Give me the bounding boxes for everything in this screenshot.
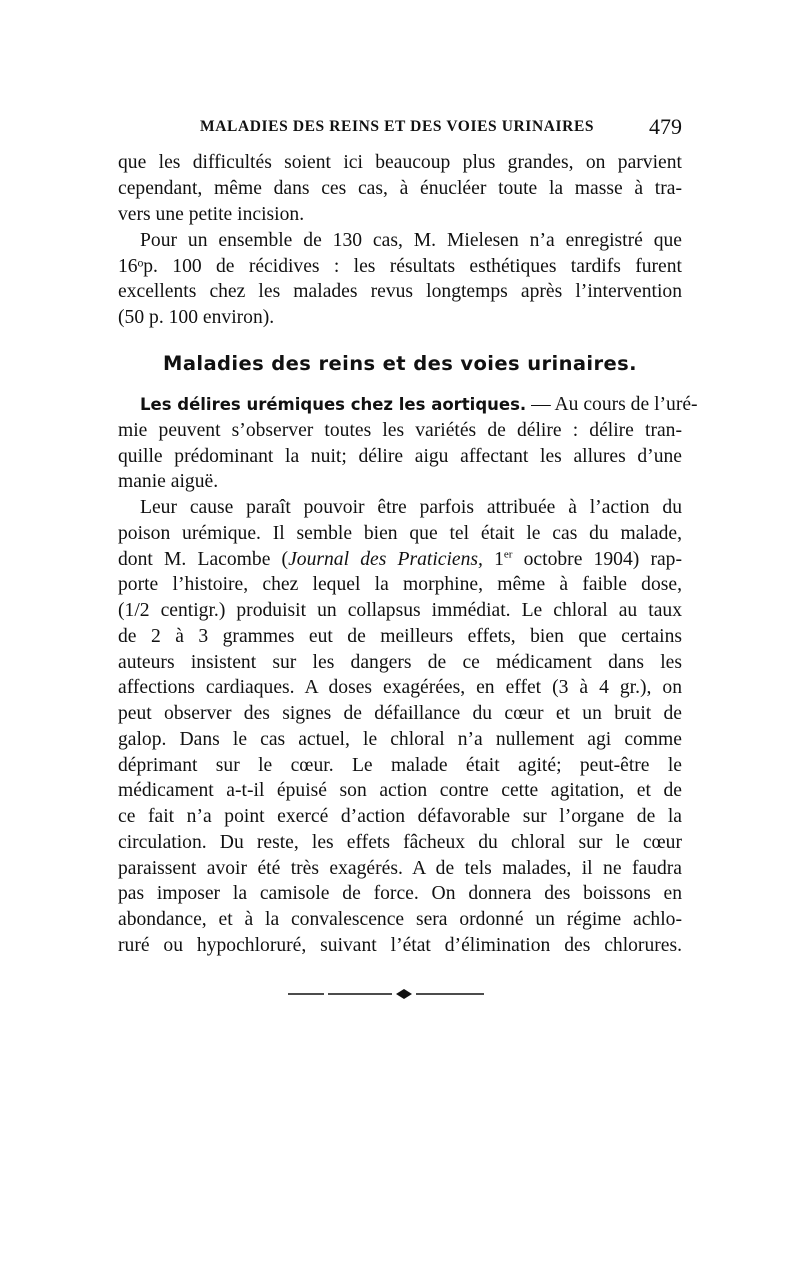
text-line: de 2 à 3 grammes eut de meilleurs effets, bien que certains (118, 625, 682, 647)
text-line: (50 p. 100 environ). (118, 307, 275, 329)
running-title: MALADIES DES REINS ET DES VOIES URINAIRES (200, 118, 595, 135)
journal-citation-line (118, 547, 682, 573)
article-first-line (118, 392, 698, 418)
text-line: poison urémique. Il semble bien que tel était le cas du malade, (118, 522, 682, 544)
article-title: Les délires urémiques chez les aortiques. (140, 395, 527, 414)
section-heading: Maladies des reins et des voies urinaires. (163, 352, 637, 375)
text-line: Leur cause paraît pouvoir être parfois attribuée à l’action du (140, 497, 682, 518)
running-header (118, 114, 682, 142)
text-line: ce fait n’a point exercé d’action défavorable sur l’organe de la (118, 806, 682, 827)
superscript: er (503, 547, 513, 560)
text-line: porte l’histoire, chez lequel la morphine, même à faible dose, (118, 574, 682, 596)
text-run: dont M. Lacombe ( (118, 548, 289, 570)
text-line: paraissent avoir été très exagérés. A de tels malades, il ne faudra (118, 857, 682, 879)
page-number: 479 (649, 114, 682, 139)
text-line: quille prédominant la nuit; délire aigu affectant les allures d’une (118, 445, 682, 467)
text-run: 1 (482, 548, 504, 570)
text-line: cependant, même dans ces cas, à énucléer toute la masse à tra- (118, 177, 682, 199)
text-line: excellents chez les malades revus longtemps après l’intervention (118, 281, 682, 303)
text-line: que les difficultés soient ici beaucoup plus grandes, on parvient (118, 152, 682, 173)
text-run: — Au cours de l’uré- (526, 394, 698, 415)
text-line: Pour un ensemble de 130 cas, M. Mielesen n’a enregistré que (140, 229, 682, 251)
text-line: galop. Dans le cas actuel, le chloral n’a nullement agi comme (118, 728, 682, 750)
text-line: 16ᵒp. 100 de récidives : les résultats esthétiques tardifs furent (118, 255, 682, 277)
text-line: (1/2 centigr.) produisit un collapsus immédiat. Le chloral au taux (118, 600, 682, 621)
article-body (118, 392, 698, 959)
text-line: vers une petite incision. (118, 203, 305, 225)
text-line: circulation. Du reste, les effets fâcheux du chloral sur le cœur (118, 831, 682, 853)
intro-paragraphs (118, 150, 682, 331)
text-line: affections cardiaques. A doses exagérées, en effet (3 à 4 gr.), on (118, 677, 682, 699)
text-line: ruré ou hypochloruré, suivant l’état d’élimination des chlorures. (118, 934, 682, 956)
journal-title: Journal des Praticiens, (288, 548, 483, 570)
text-line: pas imposer la camisole de force. On donnera des boissons en (118, 883, 682, 905)
text-line: médicament a-t-il épuisé son action contre cette agitation, et de (118, 780, 682, 802)
text-run: octobre 1904) rap- (512, 548, 682, 570)
text-line: déprimant sur le cœur. Le malade était agité; peut-être le (118, 754, 682, 776)
diamond-rule-ornament-icon (288, 986, 488, 1002)
text-line: auteurs insistent sur les dangers de ce médicament dans les (118, 651, 682, 673)
text-line: peut observer des signes de défaillance du cœur et un bruit de (118, 703, 682, 724)
text-line: mie peuvent s’observer toutes les variétés de délire : délire tran- (118, 419, 682, 441)
text-line: abondance, et à la convalescence sera ordonné un régime achlo- (118, 909, 682, 930)
text-line: manie aiguë. (118, 471, 219, 493)
